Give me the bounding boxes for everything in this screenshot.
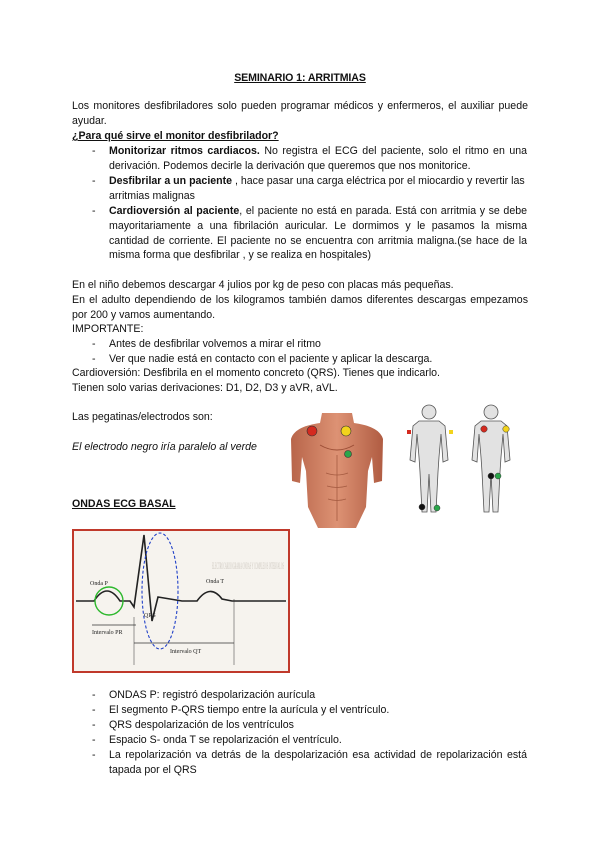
wrist-yellow	[449, 430, 453, 434]
wave-bullet: -	[92, 734, 96, 746]
wave-bullet: -	[92, 719, 96, 731]
use-item-cardioversion	[109, 204, 527, 263]
adult-paragraph: En el adulto dependiendo de los kilogramos también damos diferentes descargas empezamos por 200 y vamos aumentando.	[72, 294, 528, 321]
leads-paragraph: Tienen solo varias derivaciones: D1, D2, D3 y aVR, aVL.	[72, 382, 338, 394]
electrode-red	[307, 426, 317, 436]
important-item: Ver que nadie está en contacto con el paciente y aplicar la descarga.	[109, 353, 433, 365]
wave-item: ONDAS P: registró despolarización aurícula	[109, 689, 316, 701]
electrode-green	[345, 451, 352, 458]
figure-electrode-green	[434, 505, 440, 511]
figure-electrode-yellow	[503, 426, 509, 432]
body-figures-image	[395, 402, 530, 527]
page-title: SEMINARIO 1: ARRITMIAS	[234, 72, 366, 84]
use-item-desfibrilar	[109, 174, 527, 204]
cardioversion-paragraph: Cardioversión: Desfibrila en el momento concreto (QRS). Tienes que indicarlo.	[72, 367, 441, 379]
label-pr: Intervalo PR	[92, 630, 123, 636]
label-p: Onda P	[90, 581, 108, 587]
wave-bullet: -	[92, 689, 96, 701]
use-bold: Cardioversión al paciente	[109, 205, 240, 217]
figure-electrode-black-2	[488, 473, 494, 479]
stickers-paragraph: Las pegatinas/electrodos son:	[72, 411, 213, 423]
use-text: , hace pasar una carga eléctrica por el miocardio y revertir las arritmias malignas	[109, 175, 525, 202]
child-paragraph: En el niño debemos descargar 4 julios por kg de peso con placas más pequeñas.	[72, 279, 454, 291]
important-label: IMPORTANTE:	[72, 323, 144, 335]
use-text: No registra el ECG del paciente, solo el ritmo en una derivación. Podemos decirle la derivación que queremos que nos monitorice.	[109, 145, 527, 172]
wave-item: La repolarización va detrás de la despolarización esa actividad de repolarización está tapada por el QRS	[109, 749, 527, 776]
use-text: , el paciente no está en parada. Está con arritmia y se debe mayoritariamente a una fibrilación auricular. Le dormimos y le pasamos la misma cantidad de corriente. El paciente no se encuentra con arritmia maligna.(se hace de la misma forma que desfibrilar , y se realiza en hospitales)	[109, 205, 528, 262]
label-qt: Intervalo QT	[170, 649, 202, 655]
important-bullet: -	[92, 353, 96, 365]
use-bullet: -	[92, 175, 96, 187]
use-bullet: -	[92, 205, 96, 217]
wave-item: Espacio S- onda T se repolarización el ventrículo.	[109, 734, 342, 746]
ecg-heading: ONDAS ECG BASAL	[72, 498, 176, 510]
wave-item: El segmento P-QRS tiempo entre la aurícula y el ventrículo.	[109, 704, 390, 716]
use-bold: Monitorizar ritmos cardiacos.	[109, 145, 260, 157]
ecg-watermark: ELECTROCARDIOGRAMA ONDAS Y COMPLEJOS INTERVALOS	[212, 561, 284, 571]
intro-paragraph: Los monitores desfibriladores solo pueden programar médicos y enfermeros, el auxiliar puede ayudar.	[72, 100, 528, 127]
question-heading: ¿Para qué sirve el monitor desfibrilador?	[72, 130, 279, 142]
wave-item: QRS despolarización de los ventrículos	[109, 719, 294, 731]
important-item: Antes de desfibrilar volvemos a mirar el ritmo	[109, 338, 321, 350]
wrist-red	[407, 430, 411, 434]
use-bullet: -	[92, 145, 96, 157]
ecg-diagram	[72, 529, 290, 673]
figure-electrode-black	[419, 504, 425, 510]
use-bold: Desfibrilar a un paciente	[109, 175, 233, 187]
electrode-note: El electrodo negro iría paralelo al verde	[72, 441, 257, 453]
wave-bullet: -	[92, 749, 96, 761]
figure-electrode-red	[481, 426, 487, 432]
electrode-yellow	[341, 426, 351, 436]
important-bullet: -	[92, 338, 96, 350]
label-qrs: QRS	[144, 613, 156, 619]
torso-electrodes-image	[290, 411, 384, 528]
wave-bullet: -	[92, 704, 96, 716]
label-t: Onda T	[206, 579, 225, 585]
use-item-monitorizar	[109, 144, 527, 174]
figure-electrode-green-2	[495, 473, 501, 479]
